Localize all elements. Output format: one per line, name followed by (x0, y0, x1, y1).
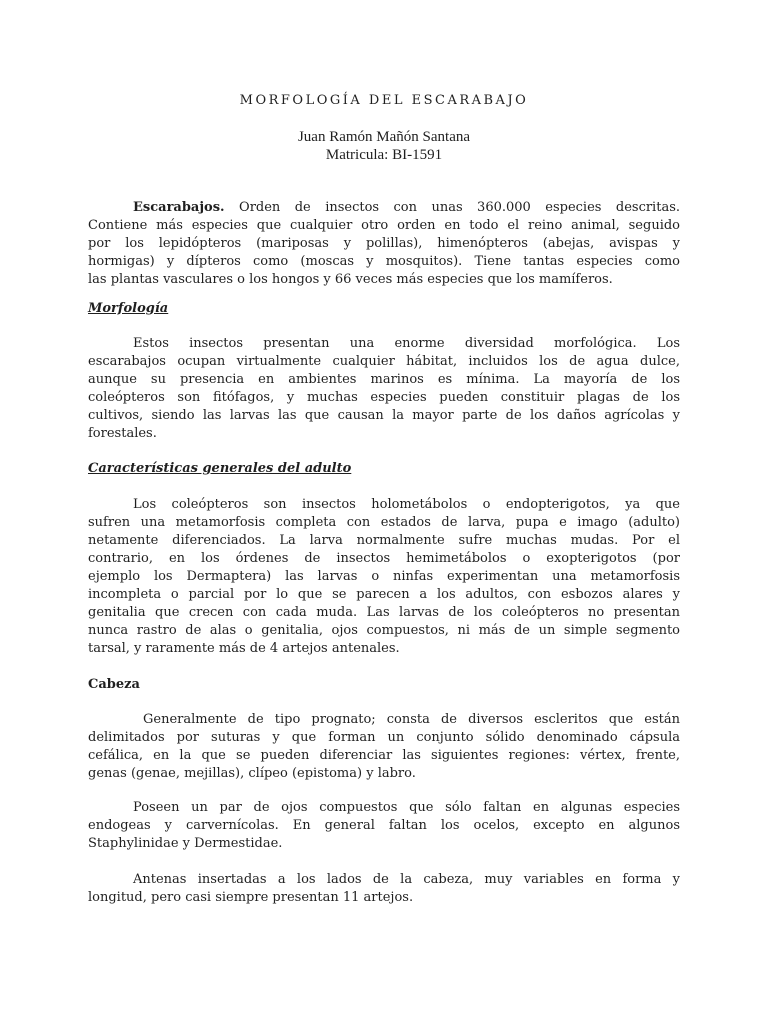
paragraph-line: delimitados por suturas y que forman un conjunto sólido denominado cápsula (88, 730, 680, 745)
paragraph-line: escarabajos ocupan virtualmente cualquier hábitat, incluidos los de agua dulce, (88, 354, 680, 369)
document-title: MORFOLOGÍA DEL ESCARABAJO (239, 93, 529, 108)
paragraph-line: Estos insectos presentan una enorme diversidad morfológica. Los (133, 336, 680, 351)
paragraph-line: Staphylinidae y Dermestidae. (88, 836, 283, 851)
paragraph-line: genitalia que crecen con cada muda. Las larvas de los coleópteros no presentan (88, 605, 680, 620)
paragraph-line: Los coleópteros son insectos holometábolos o endopterigotos, ya que (133, 497, 680, 512)
paragraph-line: incompleta o parcial por lo que se parecen a los adultos, con esbozos alares y (88, 587, 680, 602)
paragraph-intro (88, 199, 680, 289)
paragraph-line: cefálica, en la que se pueden diferenciar las siguientes regiones: vértex, frente, (88, 748, 680, 763)
paragraph-line: aunque su presencia en ambientes marinos es mínima. La mayoría de los (88, 372, 680, 387)
paragraph-line: tarsal, y raramente más de 4 artejos antenales. (88, 641, 400, 656)
section-heading-morfologia: Morfología (88, 301, 169, 316)
paragraph-cabeza-2 (88, 799, 680, 853)
paragraph-line: netamente diferenciados. La larva normalmente sufre muchas mudas. Por el (88, 533, 680, 548)
paragraph-line: longitud, pero casi siempre presentan 11 artejos. (88, 890, 414, 905)
paragraph-line: las plantas vasculares o los hongos y 66 veces más especies que los mamíferos. (88, 272, 613, 287)
paragraph-line: Generalmente de tipo prognato; consta de diversos escleritos que están (143, 712, 680, 727)
paragraph-line: forestales. (88, 426, 157, 441)
paragraph-line: Contiene más especies que cualquier otro orden en todo el reino animal, seguido (88, 218, 680, 233)
paragraph-line (88, 199, 680, 217)
paragraph-cabeza-3 (88, 871, 680, 907)
paragraph-line: Antenas insertadas a los lados de la cabeza, muy variables en forma y (133, 872, 680, 887)
paragraph-line: endogeas y carvernícolas. En general faltan los ocelos, excepto en algunos (88, 818, 680, 833)
author-name: Juan Ramón Mañón Santana (297, 129, 471, 145)
paragraph-line: nunca rastro de alas o genitalia, ojos compuestos, ni más de un simple segmento (88, 623, 680, 638)
paragraph-line: Poseen un par de ojos compuestos que sólo faltan en algunas especies (133, 800, 680, 815)
paragraph-line: hormigas) y dípteros como (moscas y mosquitos). Tiene tantas especies como (88, 254, 680, 269)
defined-term: Escarabajos. (133, 200, 225, 215)
paragraph-line: ejemplo los Dermaptera) las larvas o ninfas experimentan una metamorfosis (88, 569, 680, 584)
section-heading-caracteristicas: Características generales del adulto (88, 461, 352, 476)
paragraph-morfologia (88, 335, 680, 443)
paragraph-line: por los lepidópteros (mariposas y polillas), himenópteros (abejas, avispas y (88, 236, 680, 251)
paragraph-cabeza-1 (88, 711, 680, 783)
paragraph-line: cultivos, siendo las larvas las que causan la mayor parte de los daños agrícolas y (88, 408, 680, 423)
line-text: Orden de insectos con unas 360.000 especies descritas. (239, 200, 680, 215)
section-heading-cabeza: Cabeza (88, 677, 140, 692)
student-id: Matricula: BI-1591 (325, 147, 443, 163)
author-block (88, 128, 680, 164)
paragraph-line: contrario, en los órdenes de insectos hemimetábolos o exopterigotos (por (88, 551, 680, 566)
paragraph-line: coleópteros son fitófagos, y muchas especies pueden constituir plagas de los (88, 390, 680, 405)
paragraph-line: sufren una metamorfosis completa con estados de larva, pupa e imago (adulto) (88, 515, 680, 530)
paragraph-caracteristicas (88, 496, 680, 658)
paragraph-line: genas (genae, mejillas), clípeo (epistoma) y labro. (88, 766, 416, 781)
